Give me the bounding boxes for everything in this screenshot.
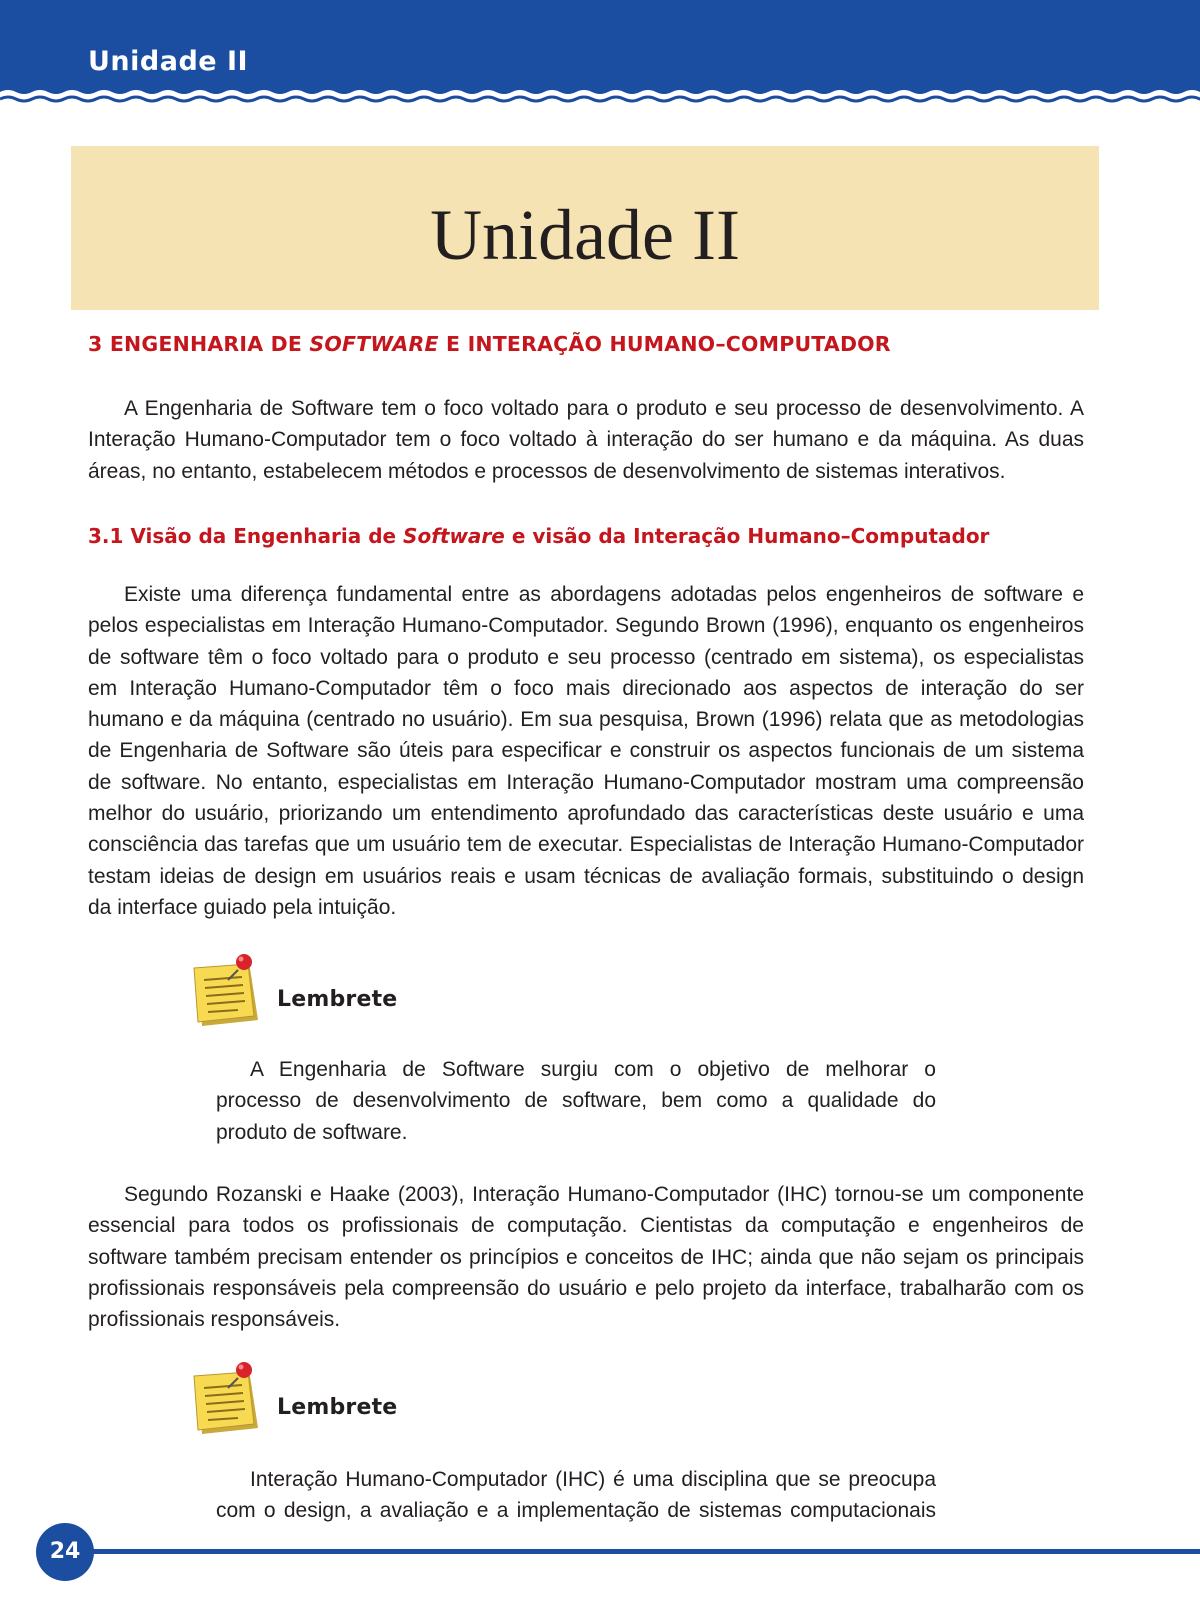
page-number: 24 — [36, 1523, 94, 1581]
paragraph-line: pelos especialistas em Interação Humano-Computador. Segundo Brown (1996), enquanto os engenheiros — [88, 614, 1084, 638]
sticky-note-pin-icon — [192, 950, 276, 1030]
subsection-heading — [88, 524, 989, 548]
reminder-label: Lembrete — [277, 1395, 398, 1420]
reminder-header — [192, 950, 412, 1030]
reminder-line: Interação Humano-Computador (IHC) é uma disciplina que se preocupa — [250, 1468, 936, 1491]
paragraph-line: profissionais responsáveis pela compreensão do usuário e pelo projeto da interface, trabalharão com os — [88, 1276, 1084, 1300]
reminder-line: processo de desenvolvimento de software, bem como a qualidade do — [216, 1089, 936, 1113]
paragraph-line: Segundo Rozanski e Haake (2003), Interação Humano-Computador (IHC) tornou-se um componente — [124, 1183, 1084, 1206]
subsection-number: 3.1 — [88, 524, 124, 548]
paragraph-line: de software. No entanto, especialistas em Interação Humano-Computador mostram uma compreensão — [88, 770, 1084, 794]
paragraph-line: A Engenharia de Software tem o foco voltado para o produto e seu processo de desenvolvimento. A — [124, 397, 1084, 420]
paragraph-line: de software têm o foco voltado para o produto e seu processo (centrado em sistema), os especialistas — [88, 645, 1084, 669]
section-heading — [88, 332, 891, 356]
reminder-text — [216, 1054, 936, 1148]
footer-rule — [90, 1549, 1200, 1554]
paragraph-line: software também precisam entender os princípios e conceitos de IHC; ainda que não sejam os principais — [88, 1245, 1084, 1269]
unit-title-box — [71, 146, 1099, 310]
reminder-label: Lembrete — [277, 987, 398, 1012]
paragraph-line: testam ideias de design em usuários reais e usam técnicas de avaliação formais, substituindo o design — [88, 864, 1084, 888]
paragraph-line: de Engenharia de Software são úteis para especificar e construir os aspectos funcionais de um sistema — [88, 739, 1084, 763]
subsection-title-part-2: Software — [403, 524, 505, 548]
top-header-band — [0, 0, 1200, 108]
reminder-header — [192, 1358, 412, 1438]
paragraph-brown — [88, 579, 1084, 923]
paragraph-intro — [88, 393, 1084, 487]
paragraph-line: Existe uma diferença fundamental entre as abordagens adotadas pelos engenheiros de software e — [124, 583, 1084, 606]
paragraph-line: consciência das tarefas que um usuário tem de executar. Especialistas de Interação Humano-Computador — [88, 833, 1084, 857]
paragraph-line: em Interação Humano-Computador têm o foco mais direcionado aos aspectos de interação do ser — [88, 676, 1084, 700]
header-unit-label: Unidade II — [88, 46, 249, 77]
reminder-line: A Engenharia de Software surgiu com o objetivo de melhorar o — [250, 1058, 936, 1081]
paragraph-line: humano e da máquina (centrado no usuário). Em sua pesquisa, Brown (1996) relata que as metodologias — [88, 708, 1084, 732]
sticky-note-pin-icon — [192, 1358, 276, 1438]
reminder-line: produto de software. — [216, 1120, 408, 1144]
paragraph-line: áreas, no entanto, estabelecem métodos e processos de desenvolvimento de sistemas interativos. — [88, 459, 1006, 483]
section-title-part-2: SOFTWARE — [309, 332, 439, 356]
paragraph-line: melhor do usuário, priorizando um entendimento aprofundado das características deste usuário e uma — [88, 802, 1084, 826]
paragraph-line: da interface guiado pela intuição. — [88, 895, 397, 919]
paragraph-line: profissionais responsáveis. — [88, 1308, 341, 1332]
section-title-part-3: E INTERAÇÃO HUMANO–COMPUTADOR — [438, 332, 891, 356]
section-number: 3 — [88, 332, 103, 356]
paragraph-rozanski — [88, 1179, 1084, 1335]
subsection-title-part-3: e visão da Interação Humano–Computador — [504, 524, 990, 548]
section-title-part-1: ENGENHARIA DE — [109, 332, 310, 356]
reminder-line: com o design, a avaliação e a implementação de sistemas computacionais — [216, 1499, 936, 1523]
paragraph-line: Interação Humano-Computador tem o foco voltado à interação do ser humano e da máquina. As duas — [88, 428, 1084, 452]
subsection-title-part-1: Visão da Engenharia de — [130, 524, 404, 548]
reminder-text — [216, 1464, 936, 1527]
paragraph-line: essencial para todos os profissionais de computação. Cientistas da computação e engenheiros de — [88, 1214, 1084, 1238]
page-title: Unidade II — [430, 195, 740, 275]
